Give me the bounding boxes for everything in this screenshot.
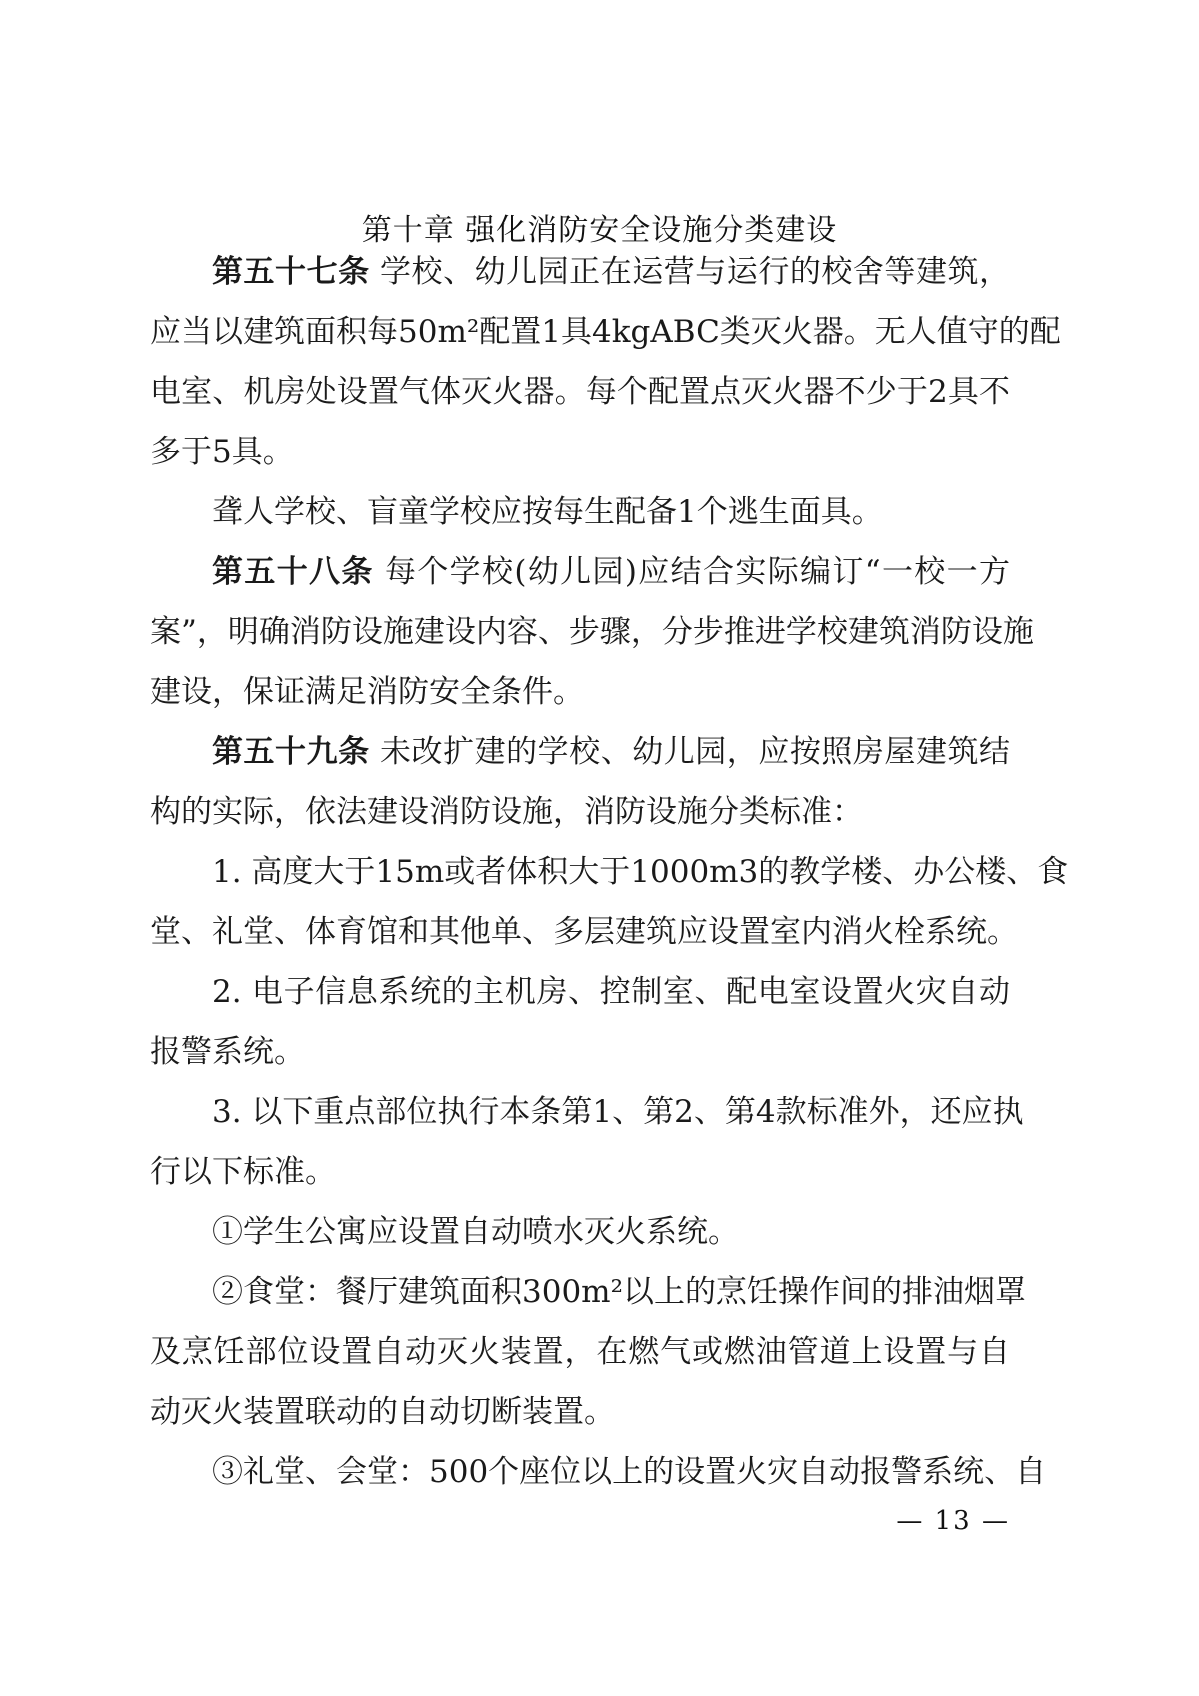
paragraph-line (212, 252, 1010, 292)
paragraph-line: ③礼堂、会堂：500个座位以上的设置火灾自动报警系统、自 (212, 1454, 1047, 1490)
paragraph-line: 聋人学校、盲童学校应按每生配备1个逃生面具。 (212, 494, 883, 530)
paragraph-line: 应当以建筑面积每50m²配置1具4kgABC类灭火器。无人值守的配 (150, 314, 1061, 350)
paragraph-line: 及烹饪部位设置自动灭火装置，在燃气或燃油管道上设置与自 (150, 1334, 1010, 1370)
paragraph-line: ①学生公寓应设置自动喷水灭火系统。 (212, 1214, 739, 1250)
chapter-title: 第十章 强化消防安全设施分类建设 (361, 213, 838, 248)
paragraph-line (212, 552, 1010, 592)
line-text: 学校、幼儿园正在运营与运行的校舍等建筑， (369, 254, 1011, 290)
paragraph-line: 3. 以下重点部位执行本条第1、第2、第4款标准外，还应执 (212, 1094, 1024, 1130)
paragraph-line: 电室、机房处设置气体灭火器。每个配置点灭火器不少于2具不 (150, 374, 1010, 410)
line-text: 未改扩建的学校、幼儿园，应按照房屋建筑结 (369, 734, 1011, 770)
paragraph-line: 建设，保证满足消防安全条件。 (150, 674, 584, 710)
paragraph-line: 多于5具。 (150, 434, 294, 470)
paragraph-line: ②食堂：餐厅建筑面积300m²以上的烹饪操作间的排油烟罩 (212, 1274, 1026, 1310)
line-text: 每个学校(幼儿园)应结合实际编订“一校一方 (373, 554, 1011, 590)
article-heading: 第五十七条 (212, 254, 370, 290)
paragraph-line: 构的实际，依法建设消防设施，消防设施分类标准： (150, 794, 863, 830)
paragraph-line: 动灭火装置联动的自动切断装置。 (150, 1394, 615, 1430)
paragraph-line: 1. 高度大于15m或者体积大于1000m3的教学楼、办公楼、食 (212, 854, 1069, 890)
article-heading: 第五十九条 (212, 734, 370, 770)
page-number: — 13 — (896, 1506, 1010, 1536)
article-heading: 第五十八条 (212, 554, 374, 590)
paragraph-line (212, 732, 1010, 772)
paragraph-line: 报警系统。 (150, 1034, 305, 1070)
paragraph-line: 案”，明确消防设施建设内容、步骤，分步推进学校建筑消防设施 (150, 614, 1034, 650)
paragraph-line: 行以下标准。 (150, 1154, 336, 1190)
paragraph-line: 堂、礼堂、体育馆和其他单、多层建筑应设置室内消火栓系统。 (150, 914, 1018, 950)
paragraph-line: 2. 电子信息系统的主机房、控制室、配电室设置火灾自动 (212, 974, 1010, 1010)
